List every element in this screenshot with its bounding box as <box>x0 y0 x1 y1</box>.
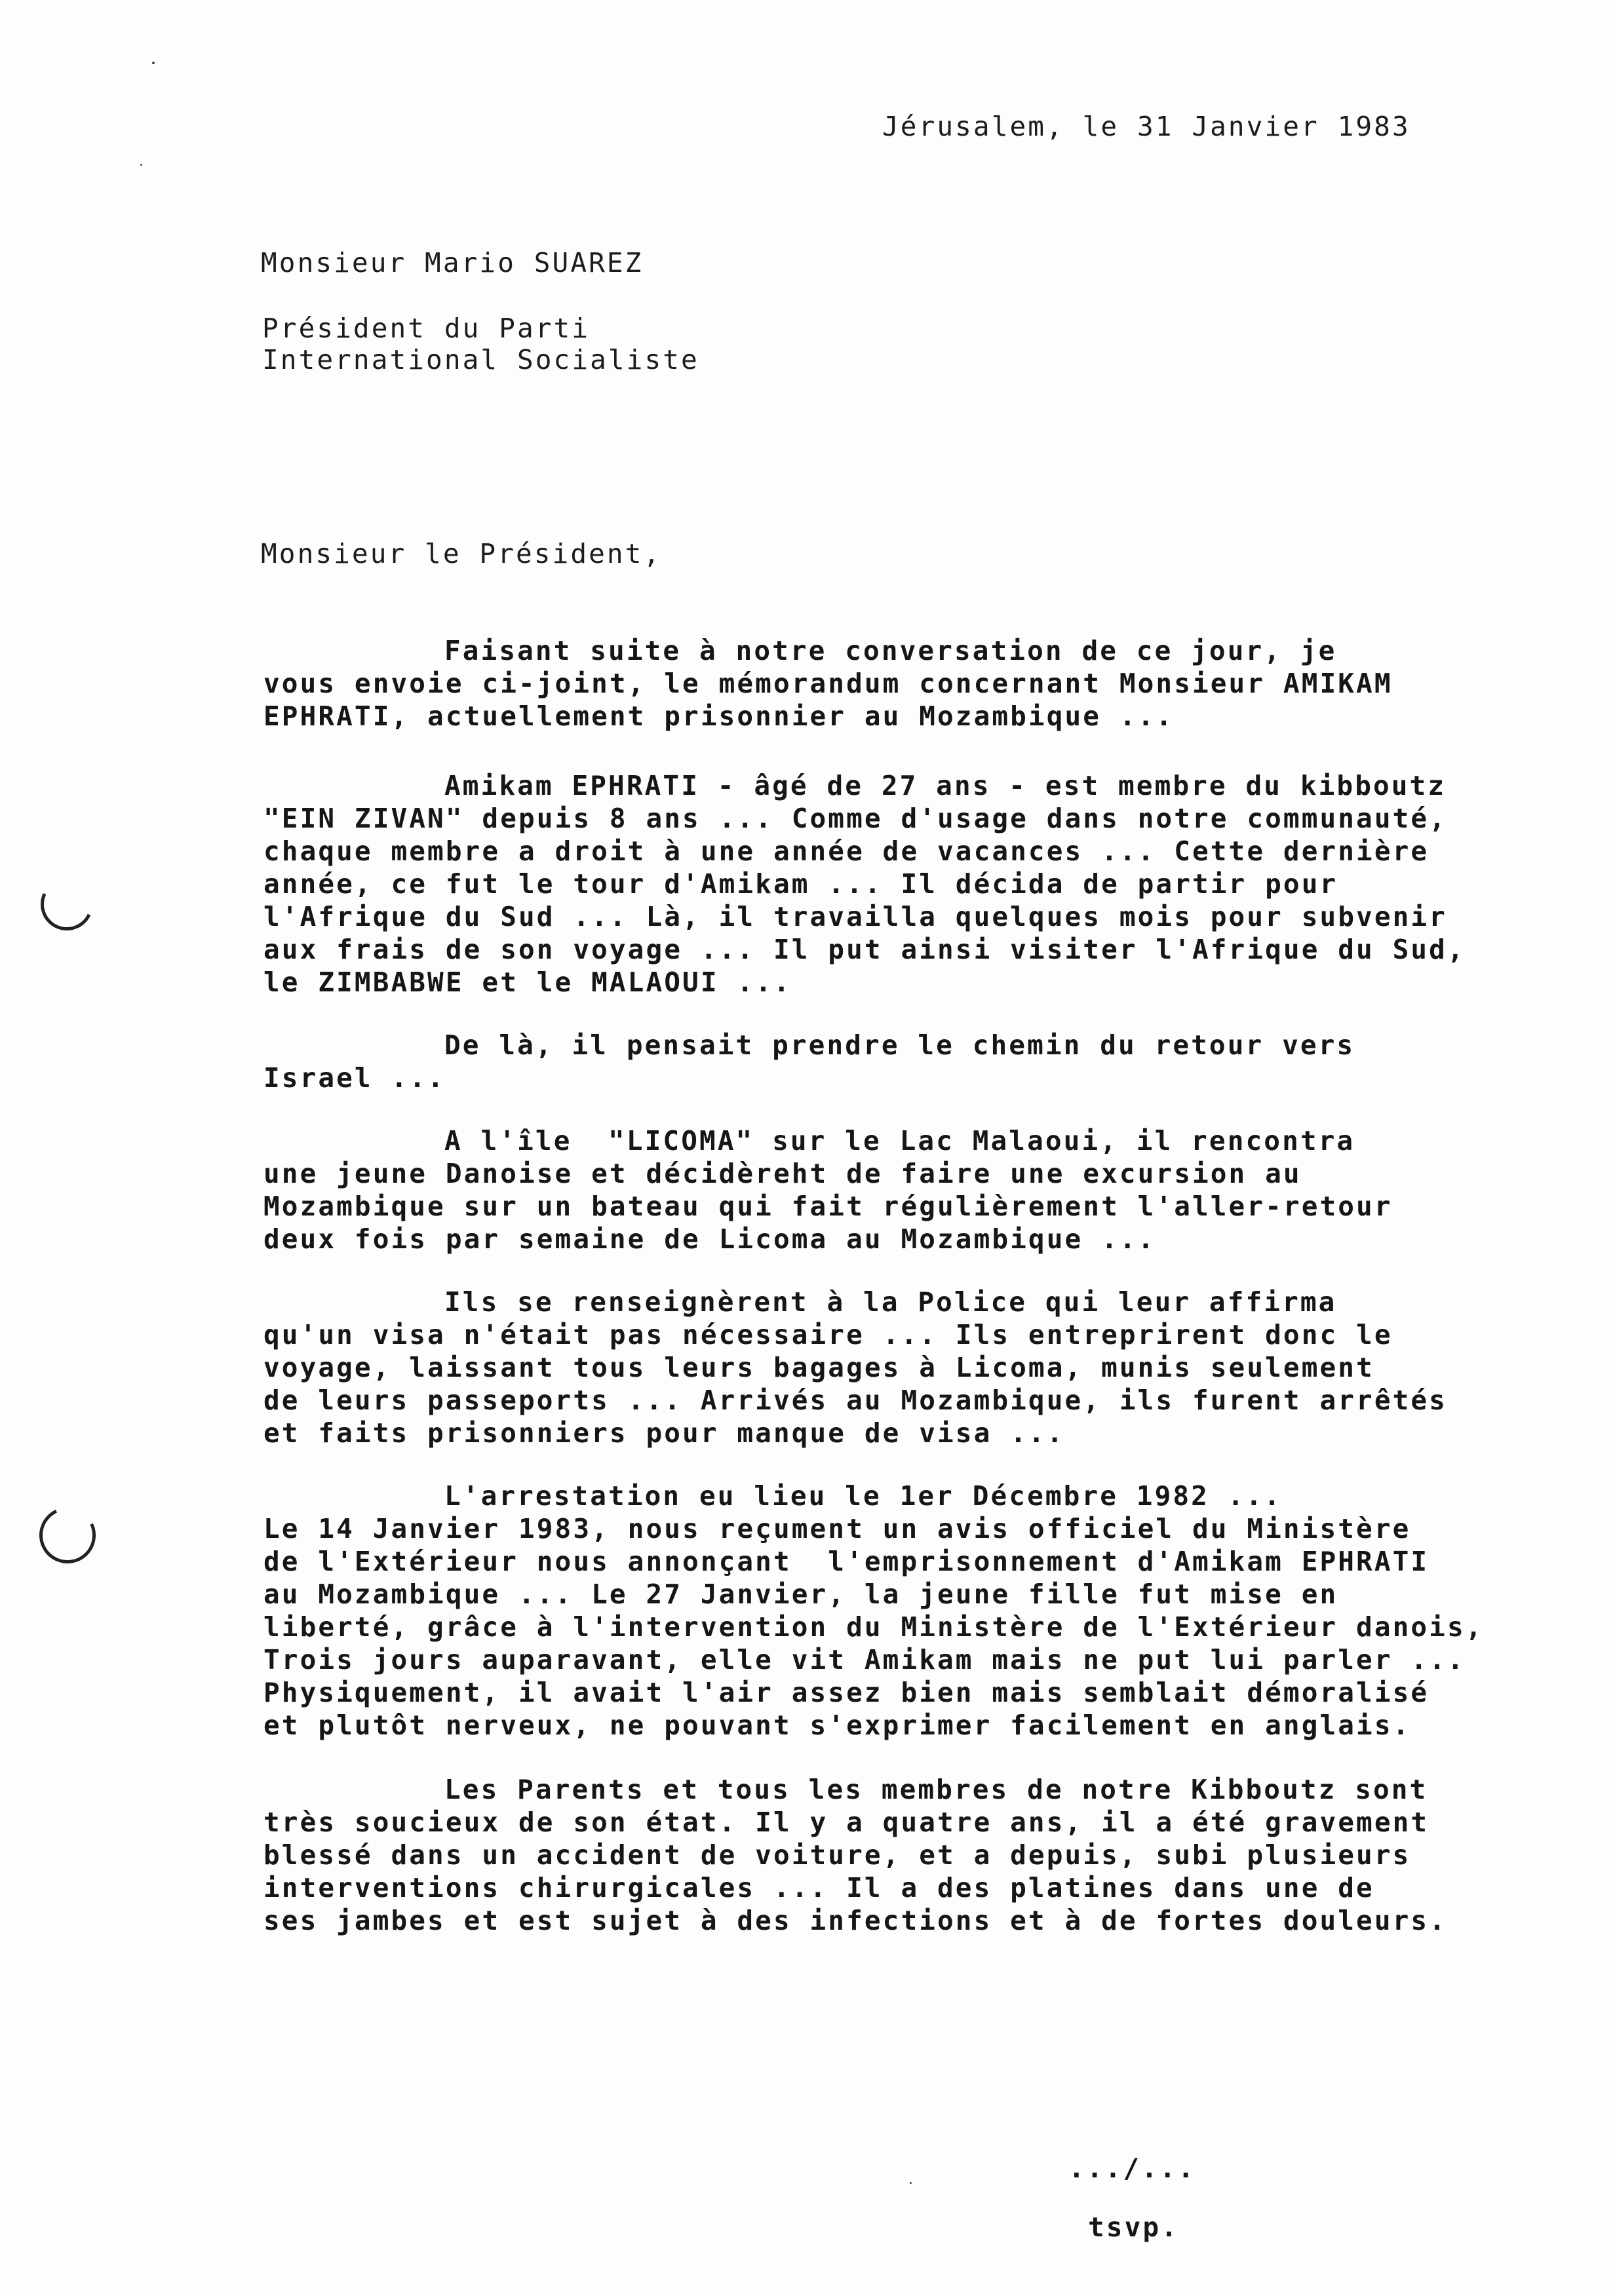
paragraph-line: Physiquement, il avait l'air assez bien mais semblait démoralisé <box>263 1677 1430 1708</box>
paragraph-line: interventions chirurgicales ... Il a des platines dans une de <box>263 1872 1374 1904</box>
paragraph-line: le ZIMBABWE et le MALAOUI ... <box>263 966 792 998</box>
paragraph-line: EPHRATI, actuellement prisonnier au Mozambique ... <box>263 700 1175 732</box>
paragraph-line: deux fois par semaine de Licoma au Mozambique ... <box>263 1223 1156 1255</box>
paragraph-line: blessé dans un accident de voiture, et a depuis, subi plusieurs <box>263 1839 1411 1871</box>
paragraph-line: de leurs passeports ... Arrivés au Mozambique, ils furent arrêtés <box>263 1385 1447 1416</box>
paragraph-line: de l'Extérieur nous annonçant l'emprisonnement d'Amikam EPHRATI <box>263 1546 1430 1577</box>
paragraph-line: au Mozambique ... Le 27 Janvier, la jeune fille fut mise en <box>263 1578 1338 1610</box>
paragraph-line: année, ce fut le tour d'Amikam ... Il décida de partir pour <box>263 868 1338 900</box>
paragraph-line: qu'un visa n'était pas nécessaire ... Ils entreprirent donc le <box>263 1319 1393 1350</box>
punch-hole-mark <box>33 871 101 938</box>
recipient-name: Monsieur Mario SUAREZ <box>261 247 644 278</box>
paragraph-line: très soucieux de son état. Il y a quatre ans, il a été gravement <box>263 1807 1430 1838</box>
date-line: Jérusalem, le 31 Janvier 1983 <box>882 111 1411 142</box>
paragraph-line: et faits prisonniers pour manque de visa ... <box>263 1417 1065 1449</box>
paragraph-line: Les Parents et tous les membres de notre Kibboutz sont <box>444 1774 1428 1805</box>
paragraph-line: liberté, grâce à l'intervention du Ministère de l'Extérieur danois, <box>263 1611 1484 1643</box>
paper-speck <box>910 2182 912 2184</box>
paragraph-line: A l'île "LICOMA" sur le Lac Malaoui, il rencontra <box>444 1125 1355 1157</box>
recipient-title: International Socialiste <box>262 344 699 375</box>
paragraph-line: aux frais de son voyage ... Il put ainsi visiter l'Afrique du Sud, <box>263 934 1466 965</box>
paragraph-line: l'Afrique du Sud ... Là, il travailla quelques mois pour subvenir <box>263 901 1447 932</box>
paragraph-line: chaque membre a droit à une année de vacances ... Cette dernière <box>263 835 1430 867</box>
paragraph-line: une jeune Danoise et décidèreht de faire une excursion au <box>263 1158 1302 1189</box>
paragraph-line: Amikam EPHRATI - âgé de 27 ans - est membre du kibboutz <box>444 770 1447 801</box>
paragraph-line: voyage, laissant tous leurs bagages à Licoma, munis seulement <box>263 1352 1374 1383</box>
paragraph-line: L'arrestation eu lieu le 1er Décembre 1982 ... <box>444 1480 1283 1512</box>
paragraph-line: De là, il pensait prendre le chemin du retour vers <box>444 1029 1355 1061</box>
paragraph-line: vous envoie ci-joint, le mémorandum concernant Monsieur AMIKAM <box>263 668 1393 699</box>
paragraph-line: Faisant suite à notre conversation de ce jour, je <box>444 635 1337 666</box>
paragraph-line: Le 14 Janvier 1983, nous reçument un avis officiel du Ministère <box>263 1513 1411 1544</box>
continuation-mark: .../... <box>1068 2152 1196 2184</box>
paper-speck <box>140 164 142 166</box>
paper-speck <box>152 62 155 64</box>
punch-hole-mark <box>31 1499 104 1571</box>
paragraph-line: Ils se renseignèrent à la Police qui leur affirma <box>444 1286 1337 1318</box>
paragraph-line: Trois jours auparavant, elle vit Amikam mais ne put lui parler ... <box>263 1644 1466 1675</box>
recipient-title: Président du Parti <box>262 313 591 344</box>
tsvp-note: tsvp. <box>1088 2211 1179 2243</box>
salutation: Monsieur le Président, <box>261 538 662 569</box>
paragraph-line: ses jambes et est sujet à des infections et à de fortes douleurs. <box>263 1905 1447 1936</box>
paragraph-line: Mozambique sur un bateau qui fait régulièrement l'aller-retour <box>263 1191 1393 1222</box>
paragraph-line: et plutôt nerveux, ne pouvant s'exprimer facilement en anglais. <box>263 1710 1411 1741</box>
paragraph-line: Israel ... <box>263 1062 446 1094</box>
paragraph-line: "EIN ZIVAN" depuis 8 ans ... Comme d'usage dans notre communauté, <box>263 803 1447 834</box>
